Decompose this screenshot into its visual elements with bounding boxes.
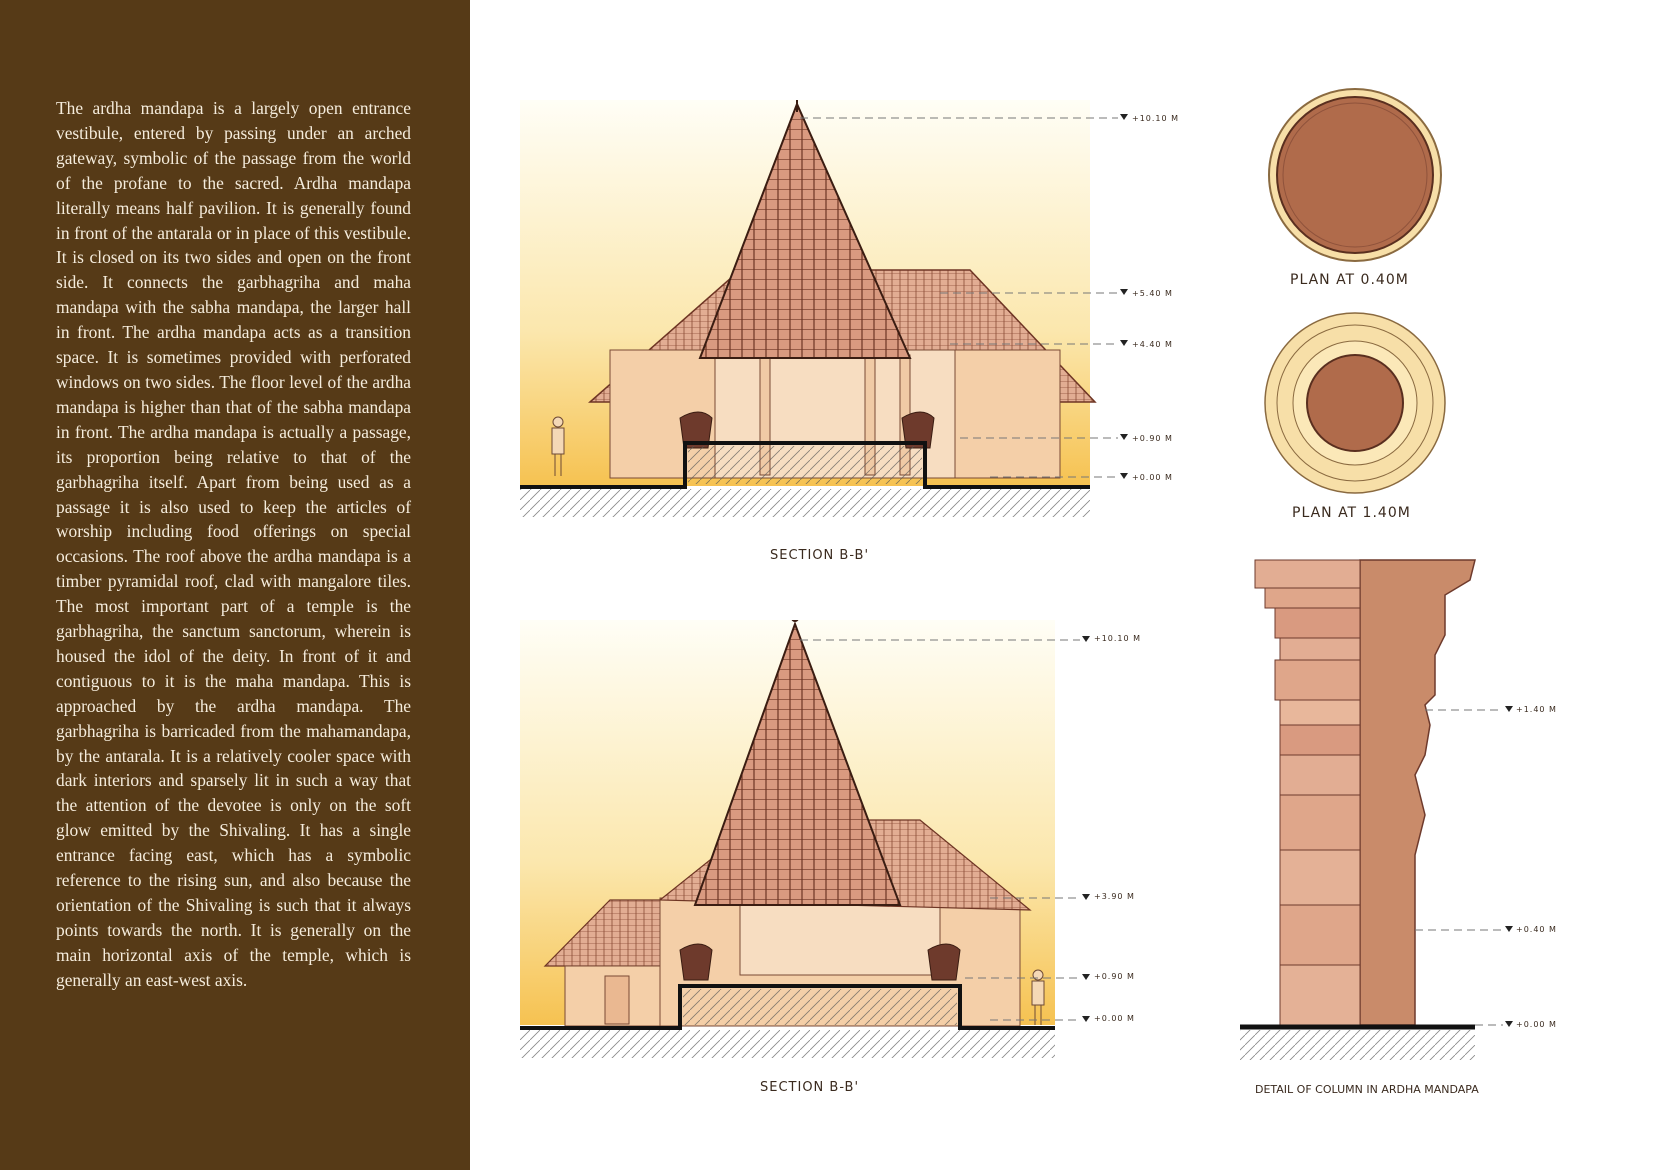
column-section xyxy=(1360,560,1475,1025)
plan-at-1-40-drawing xyxy=(1262,310,1448,496)
ground-hatch xyxy=(520,1030,1055,1058)
level-label: +0.00 M xyxy=(1094,1014,1135,1023)
level-label: +10.10 M xyxy=(1132,114,1180,123)
level-label: +0.90 M xyxy=(1094,972,1135,981)
level-label: +0.40 M xyxy=(1516,925,1557,934)
text-sidebar xyxy=(0,0,470,1170)
section-bottom-caption: SECTION B-B' xyxy=(760,1080,860,1095)
section-top-caption: SECTION B-B' xyxy=(770,548,870,563)
plan-at-0-40-drawing xyxy=(1265,85,1445,265)
column-detail-drawing xyxy=(1235,555,1555,1075)
level-label: +4.40 M xyxy=(1132,340,1173,349)
level-label: +1.40 M xyxy=(1516,705,1557,714)
level-label: +0.90 M xyxy=(1132,434,1173,443)
description-paragraph: The ardha mandapa is a largely open entrance vestibule, entered by passing under an arched gateway, symbolic of the passage from the world of the profane to the sacred. Ardha mandapa literally means half pavilion. It is generally found in front of the antarala or in place of this vestibule. It is closed on its two sides and open on the front side. It connects the garbhagriha and maha mandapa with the sabha mandapa, the larger hall in front. The ardha mandapa acts as a transition space. It is sometimes provided with perforated windows on two sides. The floor level of the ardha mandapa is higher than that of the sabha mandapa in front. The ardha mandapa is actually a passage, its proportion being relative to that of the garbhagriha itself. Apart from being used as a passage it is also used to keep the articles of worship including food offerings on special occasions. The roof above the ardha mandapa is a timber pyramidal roof, clad with mangalore tiles. The most important part of a temple is the garbhagriha, the sanctum sanctorum, wherein is housed the idol of the deity. In front of it and contiguous to it is the maha mandapa. This is approached by the ardha mandapa. The garbhagriha is barricaded from the mahamandapa, by the antarala. It is a relatively cooler space with dark interiors and sparsely lit in such a way that the attention of the devotee is only on the soft glow emitted by the Shivaling. It has a single entrance facing east, which has a symbolic reference to the rising sun, and also because the orientation of the Shivaling is such that it always points towards the north. It is generally on the main horizontal axis of the temple, which is generally an east-west axis. xyxy=(56,98,411,990)
plan-2-caption: PLAN AT 1.40M xyxy=(1292,505,1411,521)
level-label: +0.00 M xyxy=(1132,473,1173,482)
level-label: +3.90 M xyxy=(1094,892,1135,901)
level-label: +0.00 M xyxy=(1516,1020,1557,1029)
level-label: +5.40 M xyxy=(1132,289,1173,298)
ground-hatch xyxy=(520,489,1090,517)
column-caption: DETAIL OF COLUMN IN ARDHA MANDAPA xyxy=(1255,1083,1479,1096)
section-top-drawing xyxy=(520,100,1180,545)
level-label: +10.10 M xyxy=(1094,634,1142,643)
plan-1-caption: PLAN AT 0.40M xyxy=(1290,272,1409,288)
section-bottom-drawing xyxy=(520,620,1120,1065)
